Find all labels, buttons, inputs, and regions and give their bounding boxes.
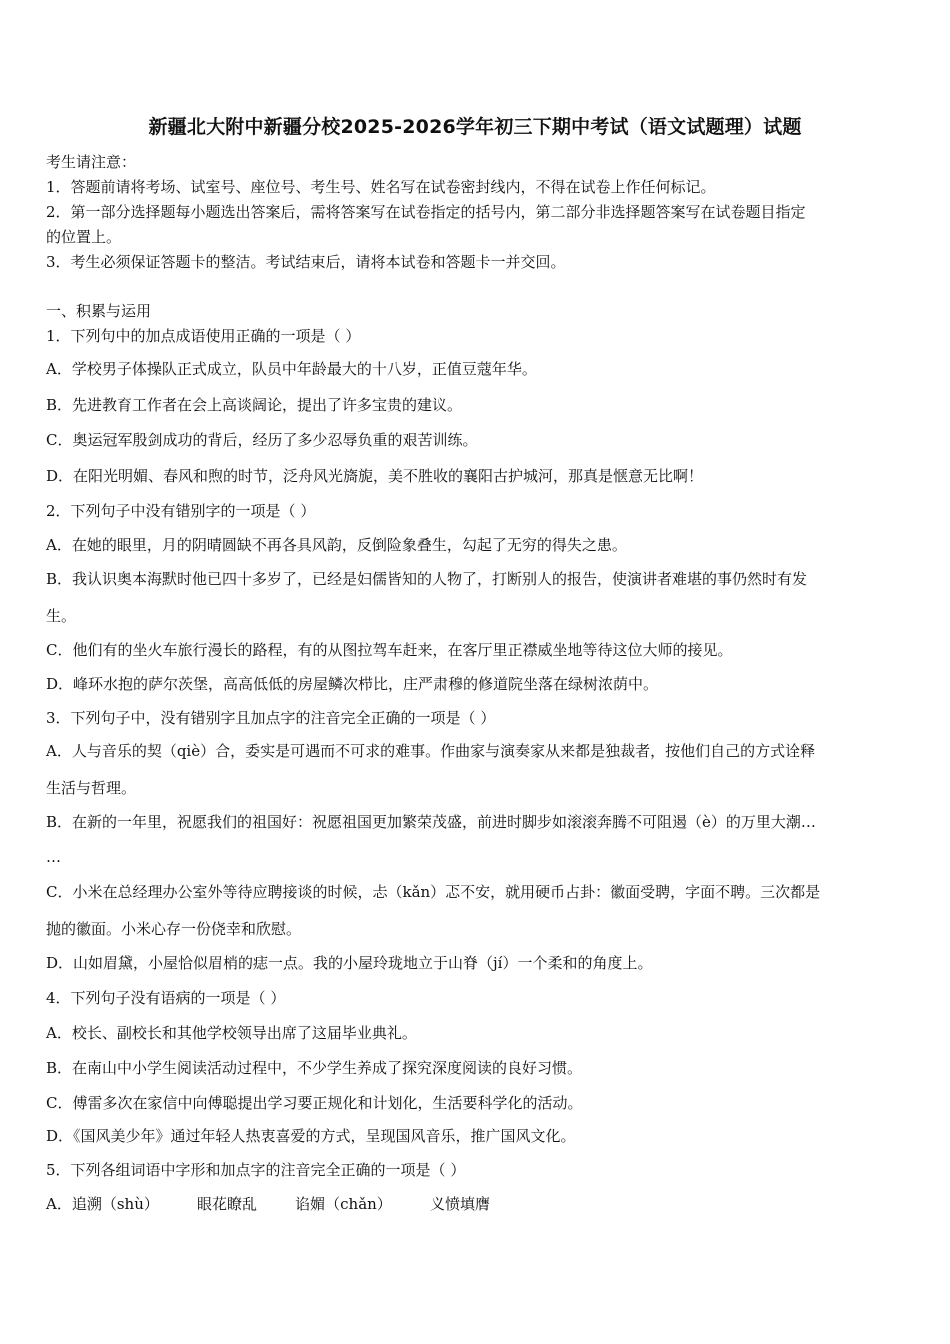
question-2-option-b-cont: 生。 xyxy=(46,607,77,625)
question-2-option-c: C．他们有的坐火车旅行漫长的路程，有的从图拉驾车赶来，在客厅里正襟威坐地等待这位大师的接见。 xyxy=(46,641,733,659)
question-3-option-d: D．山如眉黛，小屋恰似眉梢的痣一点。我的小屋玲珑地立于山脊（jí）一个柔和的角度上。 xyxy=(46,954,653,972)
question-3-option-b: B．在新的一年里，祝愿我们的祖国好：祝愿祖国更加繁荣茂盛，前进时脚步如滚滚奔腾不可阻遏（è）的万里大潮… xyxy=(46,813,816,831)
question-4-stem: 4．下列句子没有语病的一项是（ ） xyxy=(46,989,286,1007)
section-heading: 一、积累与运用 xyxy=(46,302,152,320)
question-2-option-a: A．在她的眼里，月的阴晴圆缺不再各具风韵，反倒险象叠生，勾起了无穷的得失之患。 xyxy=(46,536,627,554)
question-4-option-a: A．校长、副校长和其他学校领导出席了这届毕业典礼。 xyxy=(46,1024,417,1042)
question-1-option-d: D．在阳光明媚、春风和煦的时节，泛舟风光旖旎，美不胜收的襄阳古护城河，那真是惬意无比啊！ xyxy=(46,467,704,485)
notice-heading: 考生请注意： xyxy=(46,153,137,171)
question-1-option-a: A．学校男子体操队正式成立，队员中年龄最大的十八岁，正值豆蔻年华。 xyxy=(46,360,537,378)
question-4-option-d: D．《国风美少年》通过年轻人热衷喜爱的方式，呈现国风音乐，推广国风文化。 xyxy=(46,1127,576,1145)
question-3-option-a-cont: 生活与哲理。 xyxy=(46,779,137,797)
page-title: 新疆北大附中新疆分校2025-2026学年初三下期中考试（语文试题理）试题 xyxy=(148,116,802,138)
question-1-option-c: C．奥运冠军殷剑成功的背后，经历了多少忍辱负重的艰苦训练。 xyxy=(46,431,478,449)
notice-item-1: 1．答题前请将考场、试室号、座位号、考生号、姓名写在试卷密封线内，不得在试卷上作任何标记。 xyxy=(46,178,716,196)
question-5-stem: 5．下列各组词语中字形和加点字的注音完全正确的一项是（ ） xyxy=(46,1161,466,1179)
question-3-option-a: A．人与音乐的契（qiè）合，委实是可遇而不可求的难事。作曲家与演奏家从来都是独裁者，按他们自己的方式诠释 xyxy=(46,742,816,760)
notice-item-3: 3．考生必须保证答题卡的整洁。考试结束后，请将本试卷和答题卡一并交回。 xyxy=(46,253,566,271)
question-3-option-b-cont: … xyxy=(46,848,61,866)
question-4-option-b: B．在南山中小学生阅读活动过程中，不少学生养成了探究深度阅读的良好习惯。 xyxy=(46,1059,583,1077)
question-2-option-b: B．我认识奥本海默时他已四十多岁了，已经是妇儒皆知的人物了，打断别人的报告，使演讲者难堪的事仍然时有发 xyxy=(46,570,808,588)
question-3-option-c: C．小米在总经理办公室外等待应聘接谈的时候，忐（kǎn）忑不安，就用硬币占卦：徽面受聘，字面不聘。三次都是 xyxy=(46,883,821,901)
question-2-stem: 2．下列句子中没有错别字的一项是（ ） xyxy=(46,502,316,520)
question-3-option-c-cont: 抛的徽面。小米心存一份侥幸和欣慰。 xyxy=(46,920,302,938)
question-1-option-b: B．先进教育工作者在会上高谈阔论，提出了许多宝贵的建议。 xyxy=(46,396,463,414)
question-3-stem: 3．下列句子中，没有错别字且加点字的注音完全正确的一项是（ ） xyxy=(46,709,496,727)
notice-item-2: 2．第一部分选择题每小题选出答案后，需将答案写在试卷指定的括号内，第二部分非选择题答案写在试卷题目指定 xyxy=(46,203,806,221)
question-2-option-d: D．峰环水抱的萨尔茨堡，高高低低的房屋鳞次栉比，庄严肃穆的修道院坐落在绿树浓荫中。 xyxy=(46,675,659,693)
question-5-option-a: A．追溯（shù） 眼花瞭乱 谄媚（chǎn） 义愤填膺 xyxy=(46,1195,490,1213)
question-1-stem: 1．下列句中的加点成语使用正确的一项是（ ） xyxy=(46,327,361,345)
notice-item-2-cont: 的位置上。 xyxy=(46,228,122,246)
question-4-option-c: C．傅雷多次在家信中向傅聪提出学习要正规化和计划化，生活要科学化的活动。 xyxy=(46,1094,583,1112)
